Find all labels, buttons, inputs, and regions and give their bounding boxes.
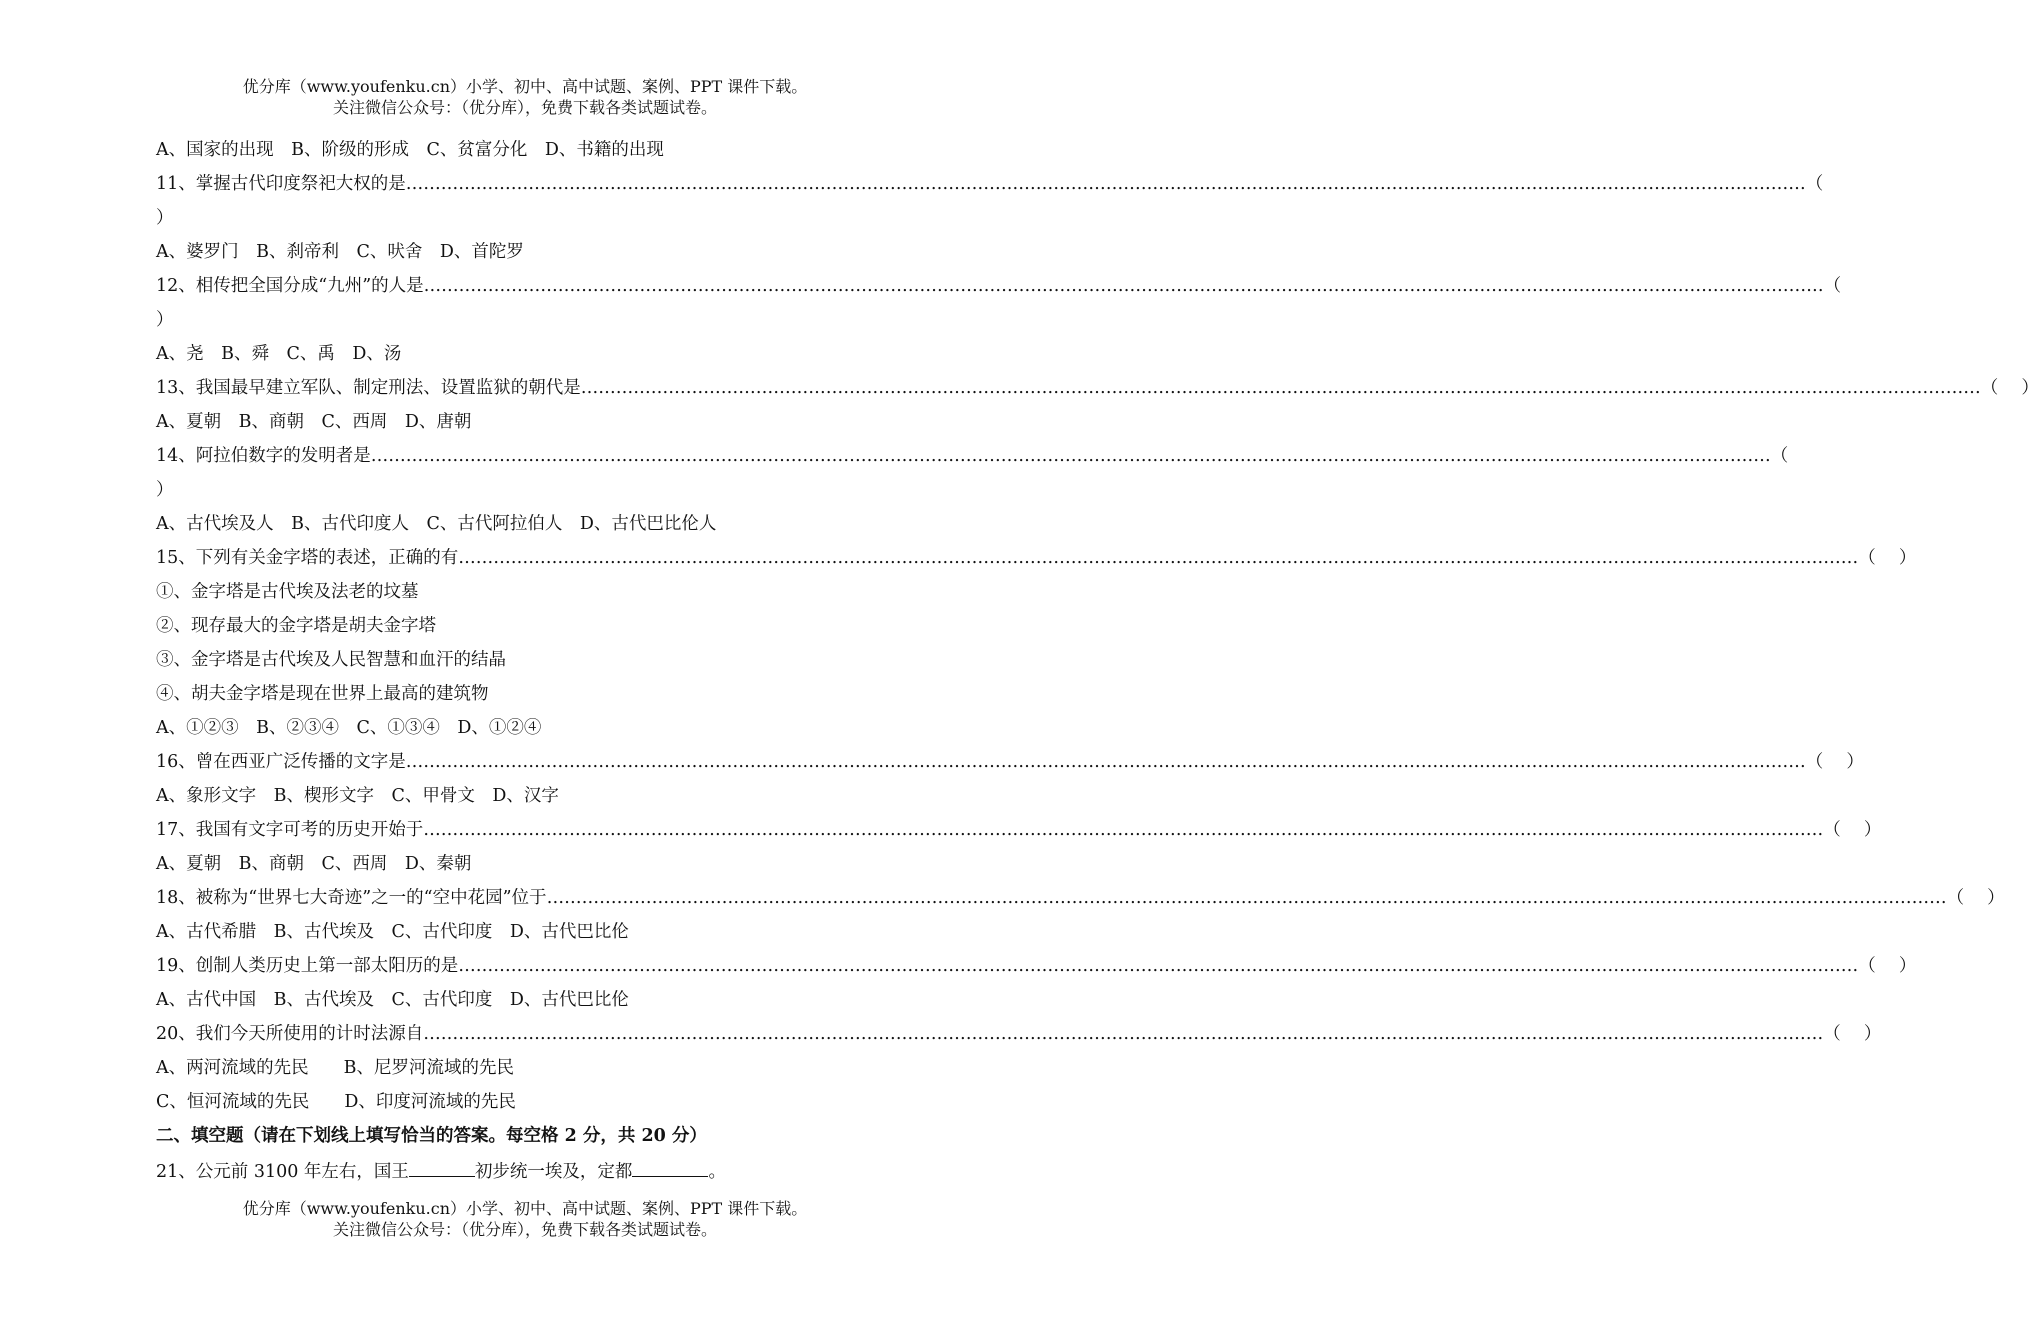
text-line: A、两河流域的先民 B、尼罗河流域的先民: [156, 1058, 514, 1078]
question-line: [156, 444, 1789, 478]
section-heading: 二、填空题（请在下划线上填写恰当的答案。每空格 2 分，共 20 分）: [156, 1126, 707, 1146]
text-line: A、尧 B、舜 C、禹 D、汤: [156, 344, 402, 364]
leader-dots: ……………………………………………………………………………………………………………………………………………………………………………………………………………………: [546, 888, 1947, 908]
fill-text-3: 。: [708, 1162, 726, 1182]
text-line: A、①②③ B、②③④ C、①③④ D、①②④: [156, 718, 542, 738]
fill-text-1: 21、公元前 3100 年左右，国王: [156, 1162, 409, 1182]
question-stem: 11、掌握古代印度祭祀大权的是: [156, 174, 406, 194]
fill-question-line: [156, 1158, 896, 1192]
question-stem: 20、我们今天所使用的计时法源自: [156, 1024, 424, 1044]
answer-bracket: （ ）: [1858, 548, 1917, 568]
answer-bracket: （: [1805, 174, 1824, 194]
answer-bracket: （ ）: [1946, 888, 2005, 908]
answer-blank[interactable]: [409, 1158, 475, 1177]
fill-text-2: 初步统一埃及，定都: [474, 1162, 633, 1182]
text-line: ③、金字塔是古代埃及人民智慧和血汗的结晶: [156, 650, 506, 670]
footer-line-1: 优分库（www.youfenku.cn）小学、初中、高中试题、案例、PPT 课件下载。: [242, 1199, 808, 1218]
text-line: ①、金字塔是古代埃及法老的坟墓: [156, 582, 419, 602]
text-line: ）: [156, 480, 174, 500]
header-line-1: 优分库（www.youfenku.cn）小学、初中、高中试题、案例、PPT 课件下载。: [242, 77, 808, 96]
answer-bracket: （ ）: [1823, 1024, 1882, 1044]
question-line: [156, 546, 1917, 580]
question-line: [156, 886, 2005, 920]
page-header: [0, 76, 950, 118]
leader-dots: ……………………………………………………………………………………………………………………………………………………………………………………………………………………: [405, 752, 1806, 772]
answer-bracket: （: [1770, 446, 1789, 466]
leader-dots: ……………………………………………………………………………………………………………………………………………………………………………………………………………………: [458, 956, 1859, 976]
answer-bracket: （ ）: [1805, 752, 1864, 772]
text-line: A、古代希腊 B、古代埃及 C、古代印度 D、古代巴比伦: [156, 922, 629, 942]
question-stem: 12、相传把全国分成“九州”的人是: [156, 276, 424, 296]
text-line: ②、现存最大的金字塔是胡夫金字塔: [156, 616, 436, 636]
footer-line-2: 关注微信公众号：（优分库），免费下载各类试题试卷。: [332, 1220, 717, 1239]
leader-dots: ……………………………………………………………………………………………………………………………………………………………………………………………………………………: [405, 174, 1806, 194]
question-line: [156, 954, 1917, 988]
question-line: [156, 1022, 1882, 1056]
question-line: [156, 274, 1842, 308]
text-line: A、古代埃及人 B、古代印度人 C、古代阿拉伯人 D、古代巴比伦人: [156, 514, 717, 534]
question-line: [156, 376, 2039, 410]
question-line: [156, 750, 1864, 784]
answer-bracket: （ ）: [1980, 378, 2039, 398]
answer-bracket: （ ）: [1858, 956, 1917, 976]
leader-dots: ……………………………………………………………………………………………………………………………………………………………………………………………………………………: [423, 820, 1824, 840]
answer-bracket: （ ）: [1823, 820, 1882, 840]
leader-dots: ……………………………………………………………………………………………………………………………………………………………………………………………………………………: [423, 1024, 1824, 1044]
text-line: ）: [156, 208, 174, 228]
text-line: A、夏朝 B、商朝 C、西周 D、唐朝: [156, 412, 472, 432]
leader-dots: ……………………………………………………………………………………………………………………………………………………………………………………………………………………: [423, 276, 1824, 296]
answer-blank[interactable]: [632, 1158, 708, 1177]
text-line: A、夏朝 B、商朝 C、西周 D、秦朝: [156, 854, 472, 874]
leader-dots: ……………………………………………………………………………………………………………………………………………………………………………………………………………………: [370, 446, 1771, 466]
question-stem: 14、阿拉伯数字的发明者是: [156, 446, 371, 466]
text-line: A、古代中国 B、古代埃及 C、古代印度 D、古代巴比伦: [156, 990, 629, 1010]
text-line: A、象形文字 B、楔形文字 C、甲骨文 D、汉字: [156, 786, 559, 806]
question-stem: 19、创制人类历史上第一部太阳历的是: [156, 956, 459, 976]
question-stem: 15、下列有关金字塔的表述，正确的有: [156, 548, 459, 568]
leader-dots: ……………………………………………………………………………………………………………………………………………………………………………………………………………………: [458, 548, 1859, 568]
page-footer: [0, 1198, 950, 1240]
question-stem: 13、我国最早建立军队、制定刑法、设置监狱的朝代是: [156, 378, 581, 398]
question-stem: 16、曾在西亚广泛传播的文字是: [156, 752, 406, 772]
text-line: ）: [156, 310, 174, 330]
leader-dots: ……………………………………………………………………………………………………………………………………………………………………………………………………………………: [580, 378, 1981, 398]
text-line: ④、胡夫金字塔是现在世界上最高的建筑物: [156, 684, 489, 704]
exam-content: [156, 138, 2039, 1192]
header-line-2: 关注微信公众号：（优分库），免费下载各类试题试卷。: [332, 98, 717, 117]
text-line: A、国家的出现 B、阶级的形成 C、贫富分化 D、书籍的出现: [156, 140, 664, 160]
text-line: C、恒河流域的先民 D、印度河流域的先民: [156, 1092, 516, 1112]
question-stem: 17、我国有文字可考的历史开始于: [156, 820, 424, 840]
answer-bracket: （: [1823, 276, 1842, 296]
text-line: A、婆罗门 B、刹帝利 C、吠舍 D、首陀罗: [156, 242, 524, 262]
question-line: [156, 818, 1882, 852]
question-line: [156, 172, 1824, 206]
question-stem: 18、被称为“世界七大奇迹”之一的“空中花园”位于: [156, 888, 547, 908]
